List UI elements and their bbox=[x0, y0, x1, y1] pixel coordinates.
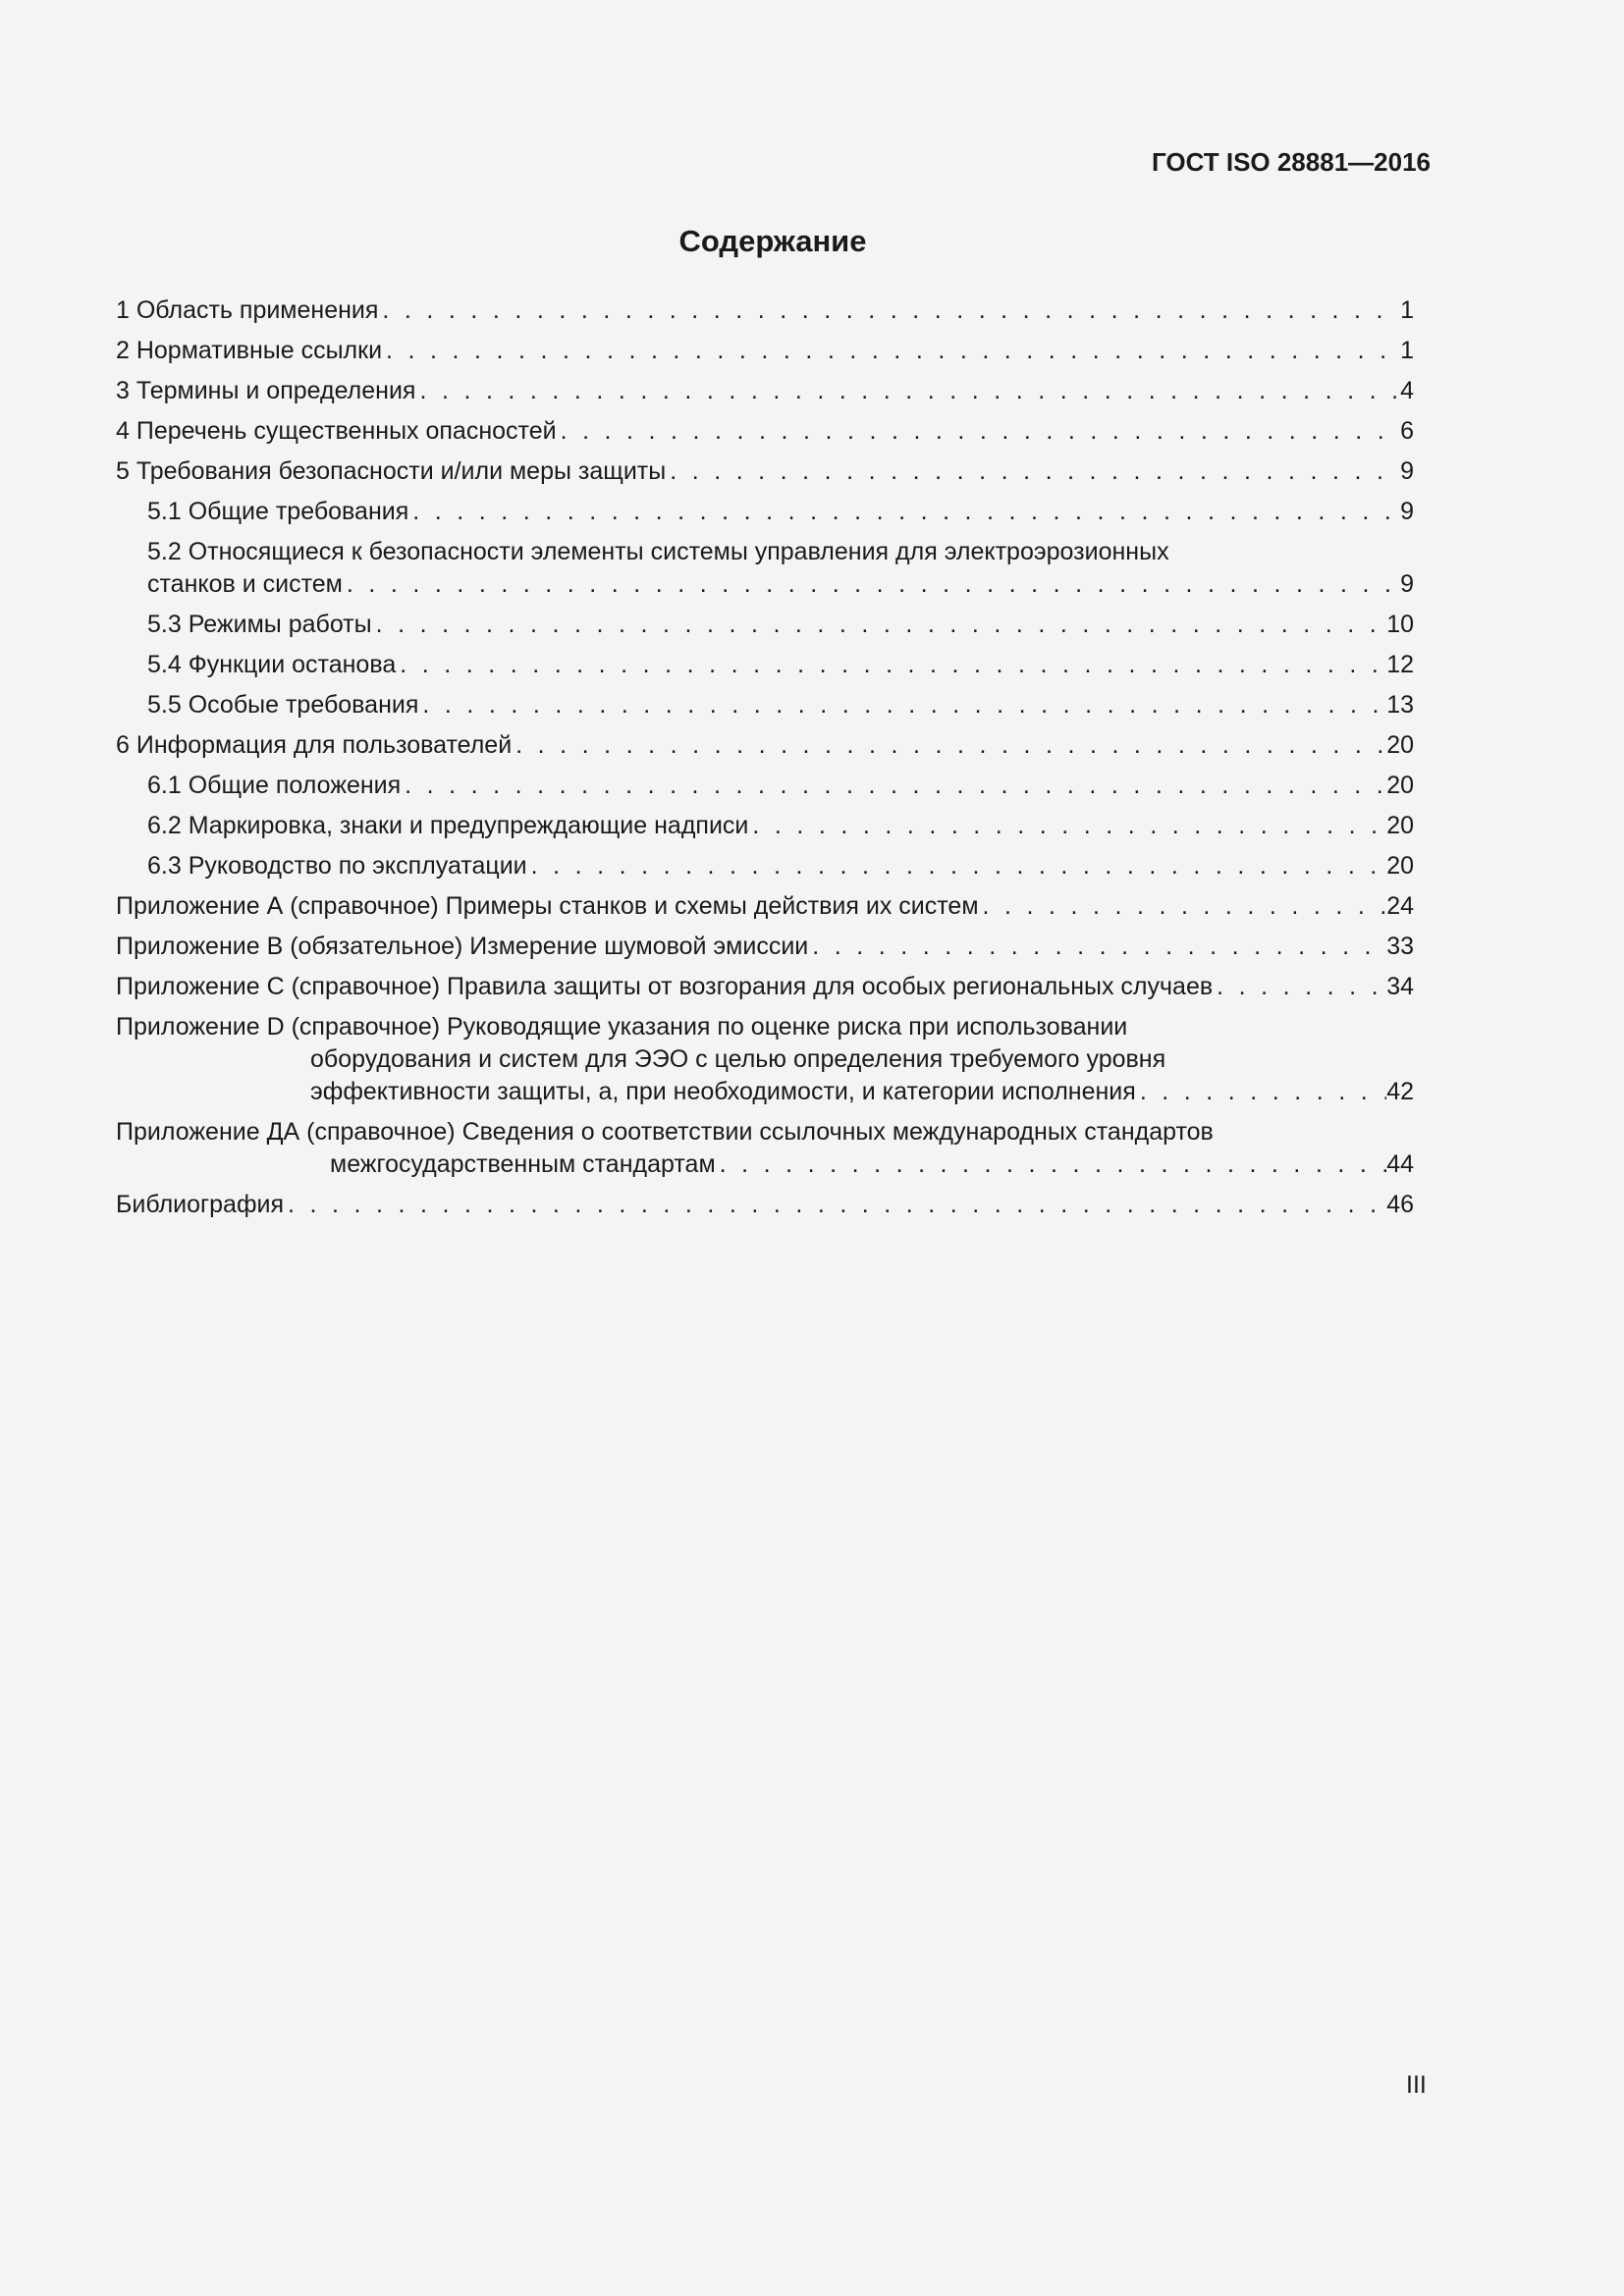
toc-entry-title: 5.1 Общие требования bbox=[147, 498, 409, 525]
toc-entry-page: 1 bbox=[1400, 337, 1414, 364]
toc-entry[interactable] bbox=[116, 1189, 1414, 1221]
dot-leader bbox=[382, 335, 1400, 367]
toc-entry-page: 20 bbox=[1386, 852, 1414, 880]
toc-entry-page: 9 bbox=[1400, 570, 1414, 598]
dot-leader bbox=[557, 415, 1401, 448]
toc-entry[interactable] bbox=[116, 729, 1414, 762]
toc-entry-page: 24 bbox=[1386, 892, 1414, 920]
dot-leader bbox=[716, 1148, 1387, 1181]
toc-entry-page: 12 bbox=[1386, 651, 1414, 678]
toc-entry-page: 20 bbox=[1386, 731, 1414, 759]
toc-entry-page: 10 bbox=[1386, 611, 1414, 638]
toc-entry-title: 3 Термины и определения bbox=[116, 377, 416, 404]
toc-entry-title: Приложение С (справочное) Правила защиты от возгорания для особых региональных случаев bbox=[116, 973, 1214, 1000]
toc-entry-title: 5.5 Особые требования bbox=[147, 691, 419, 719]
toc-entry-page: 6 bbox=[1400, 417, 1414, 445]
toc-entry-title: 2 Нормативные ссылки bbox=[116, 337, 383, 364]
toc-entry[interactable] bbox=[116, 689, 1414, 721]
toc-entry-page: 42 bbox=[1386, 1078, 1414, 1105]
toc-entry-title: 5.4 Функции останова bbox=[147, 651, 397, 678]
toc-entry[interactable] bbox=[116, 609, 1414, 641]
toc-entry[interactable] bbox=[116, 536, 1414, 601]
toc-entry-title: 6.3 Руководство по эксплуатации bbox=[147, 852, 527, 880]
toc-entry-page: 20 bbox=[1386, 772, 1414, 799]
dot-leader bbox=[408, 496, 1400, 528]
toc-entry-title: оборудования и систем для ЭЭО с целью определения требуемого уровня bbox=[310, 1045, 1166, 1073]
toc-entry-title: Приложение D (справочное) Руководящие указания по оценке риска при использовании bbox=[116, 1013, 1128, 1041]
toc-entry-title: 6 Информация для пользователей bbox=[116, 731, 513, 759]
toc-entry[interactable] bbox=[116, 415, 1414, 448]
toc-entry[interactable] bbox=[116, 1011, 1414, 1108]
toc-entry-page: 4 bbox=[1400, 377, 1414, 404]
page-number: III bbox=[1406, 2071, 1427, 2099]
table-of-contents bbox=[116, 294, 1414, 1229]
toc-entry-title: Приложение А (справочное) Примеры станков и схемы действия их систем bbox=[116, 892, 979, 920]
toc-entry-page: 20 bbox=[1386, 812, 1414, 839]
dot-leader bbox=[1136, 1076, 1386, 1108]
toc-entry-title: 6.1 Общие положения bbox=[147, 772, 402, 799]
toc-entry-title: Библиография bbox=[116, 1191, 285, 1218]
dot-leader bbox=[979, 890, 1387, 923]
toc-entry-title: эффективности защиты, а, при необходимости, и категории исполнения bbox=[310, 1078, 1136, 1105]
toc-entry[interactable] bbox=[116, 496, 1414, 528]
dot-leader bbox=[527, 850, 1387, 882]
toc-entry[interactable] bbox=[116, 335, 1414, 367]
toc-entry-page: 9 bbox=[1400, 457, 1414, 485]
toc-entry[interactable] bbox=[116, 1116, 1414, 1181]
toc-entry[interactable] bbox=[116, 971, 1414, 1003]
toc-entry[interactable] bbox=[116, 375, 1414, 407]
dot-leader bbox=[748, 810, 1386, 842]
toc-entry-page: 33 bbox=[1386, 933, 1414, 960]
dot-leader bbox=[1213, 971, 1386, 1003]
toc-entry-title: Приложение ДА (справочное) Сведения о соответствии ссылочных международных стандартов bbox=[116, 1118, 1214, 1146]
toc-entry[interactable] bbox=[116, 294, 1414, 327]
dot-leader bbox=[401, 770, 1386, 802]
toc-entry[interactable] bbox=[116, 850, 1414, 882]
toc-entry-title: 6.2 Маркировка, знаки и предупреждающие надписи bbox=[147, 812, 749, 839]
dot-leader bbox=[372, 609, 1387, 641]
toc-entry[interactable] bbox=[116, 770, 1414, 802]
toc-entry[interactable] bbox=[116, 810, 1414, 842]
dot-leader bbox=[418, 689, 1386, 721]
dot-leader bbox=[284, 1189, 1386, 1221]
dot-leader bbox=[396, 649, 1386, 681]
toc-entry-page: 1 bbox=[1400, 296, 1414, 324]
dot-leader bbox=[415, 375, 1400, 407]
toc-entry-title: 4 Перечень существенных опасностей bbox=[116, 417, 557, 445]
dot-leader bbox=[343, 568, 1400, 601]
dot-leader bbox=[378, 294, 1400, 327]
dot-leader bbox=[808, 931, 1386, 963]
toc-entry-title: Приложение В (обязательное) Измерение шумовой эмиссии bbox=[116, 933, 809, 960]
toc-entry-title: межгосударственным стандартам bbox=[330, 1150, 716, 1178]
toc-entry-page: 44 bbox=[1386, 1150, 1414, 1178]
document-designation: ГОСТ ISO 28881—2016 bbox=[1151, 147, 1431, 177]
page-title: Содержание bbox=[678, 224, 867, 258]
toc-entry-title: станков и систем bbox=[147, 570, 343, 598]
toc-entry[interactable] bbox=[116, 890, 1414, 923]
toc-entry-page: 9 bbox=[1400, 498, 1414, 525]
toc-entry-page: 46 bbox=[1386, 1191, 1414, 1218]
toc-entry[interactable] bbox=[116, 931, 1414, 963]
toc-entry-title: 5.2 Относящиеся к безопасности элементы системы управления для электроэрозионных bbox=[147, 538, 1169, 565]
dot-leader bbox=[512, 729, 1386, 762]
toc-entry-page: 13 bbox=[1386, 691, 1414, 719]
toc-entry-title: 5.3 Режимы работы bbox=[147, 611, 372, 638]
dot-leader bbox=[666, 455, 1400, 488]
toc-entry-title: 1 Область применения bbox=[116, 296, 379, 324]
toc-entry[interactable] bbox=[116, 649, 1414, 681]
toc-entry[interactable] bbox=[116, 455, 1414, 488]
toc-entry-title: 5 Требования безопасности и/или меры защиты bbox=[116, 457, 667, 485]
toc-entry-page: 34 bbox=[1386, 973, 1414, 1000]
